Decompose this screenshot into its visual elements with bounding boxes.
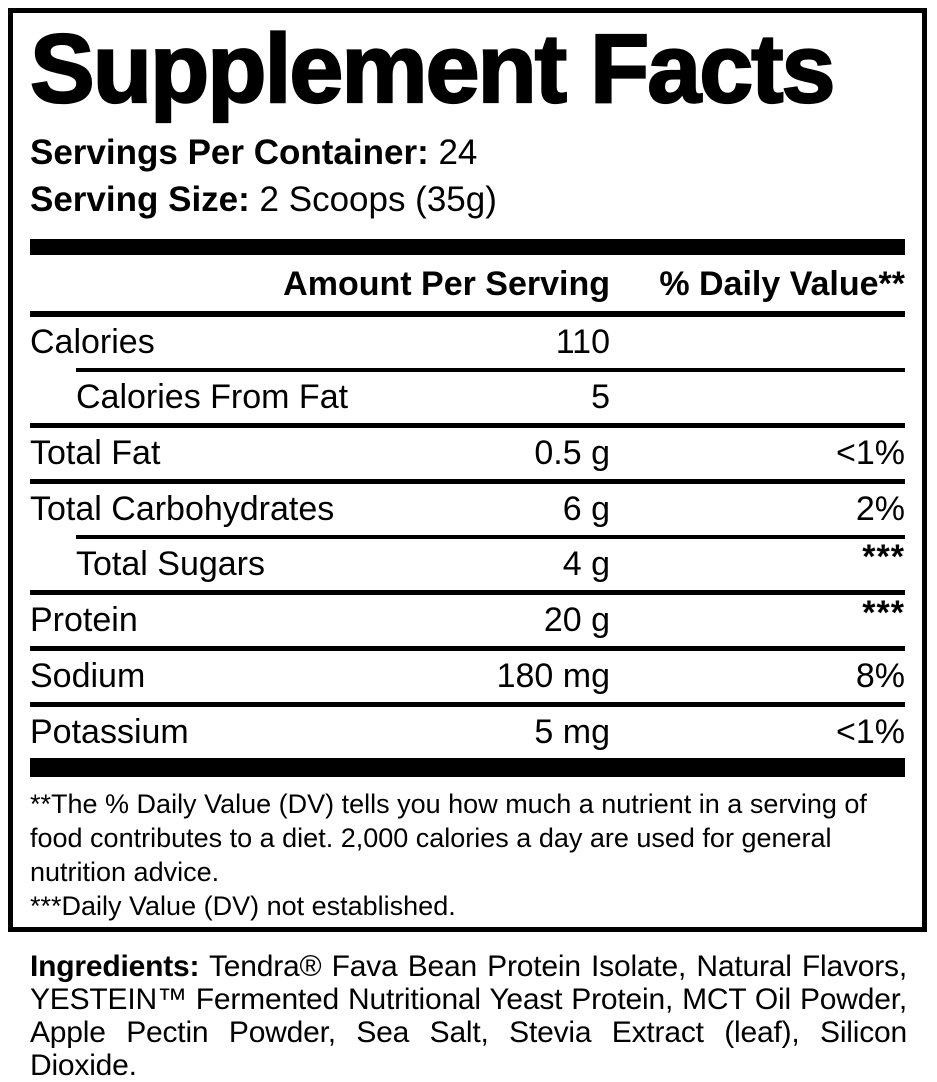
divider-bar-bottom xyxy=(30,758,905,777)
nutrient-amount: 180 mg xyxy=(496,657,610,696)
table-row-total-carbohydrates xyxy=(30,484,905,535)
nutrient-amount: 4 g xyxy=(562,545,610,584)
nutrient-name: Potassium xyxy=(30,713,189,752)
nutrient-daily-value: 8% xyxy=(855,657,905,696)
supplement-facts-panel xyxy=(8,8,927,932)
nutrient-daily-value xyxy=(625,317,905,368)
nutrient-daily-value: 2% xyxy=(855,490,905,529)
nutrient-amount: 20 g xyxy=(543,601,610,640)
serving-size-value: 2 Scoops (35g) xyxy=(259,180,497,220)
nutrient-daily-value: <1% xyxy=(836,713,905,752)
nutrient-name: Total Carbohydrates xyxy=(30,490,335,529)
nutrient-name: Calories xyxy=(30,323,155,362)
table-row-protein xyxy=(30,595,905,646)
divider-bar-top xyxy=(30,239,905,255)
servings-per-container-line xyxy=(30,129,905,176)
footnote xyxy=(30,787,905,923)
table-row-calories xyxy=(30,317,905,368)
nutrient-name: Protein xyxy=(30,601,138,640)
nutrient-daily-value: <1% xyxy=(836,434,905,473)
nutrient-amount: 5 xyxy=(591,378,610,417)
table-row-total-sugars xyxy=(30,539,905,590)
nutrient-name: Total Sugars xyxy=(76,545,265,584)
table-row-calories-from-fat xyxy=(30,372,905,423)
servings-per-container-value: 24 xyxy=(438,133,478,173)
serving-size-line xyxy=(30,176,905,223)
nutrient-amount: 6 g xyxy=(562,490,610,529)
footnote-not-established: ***Daily Value (DV) not established. xyxy=(30,891,456,922)
nutrient-daily-value: *** xyxy=(862,538,905,577)
table-row-total-fat xyxy=(30,428,905,479)
servings-per-container-label: Servings Per Container: xyxy=(30,133,429,173)
table-row-sodium xyxy=(30,651,905,702)
table-header-row xyxy=(30,255,905,311)
nutrient-amount: 5 mg xyxy=(534,713,610,752)
nutrient-name: Calories From Fat xyxy=(76,378,349,417)
column-header-daily-value: % Daily Value** xyxy=(659,265,905,304)
serving-size-label: Serving Size: xyxy=(30,180,250,220)
ingredients-text: Tendra® Fava Bean Protein Isolate, Natural Flavors, YESTEIN™ Fermented Nutritional Yeast Protein, MCT Oil Powder, Apple Pectin Powder, Sea Salt, Stevia Extract (leaf), Silicon Dioxide. xyxy=(30,950,907,1082)
nutrient-amount: 0.5 g xyxy=(534,434,610,473)
nutrient-name: Total Fat xyxy=(30,434,161,473)
column-header-amount-per-serving: Amount Per Serving xyxy=(283,265,610,304)
ingredients xyxy=(30,950,907,1082)
nutrient-name: Sodium xyxy=(30,657,146,696)
nutrient-amount: 110 xyxy=(555,323,610,362)
nutrient-daily-value xyxy=(625,372,905,423)
ingredients-label: Ingredients: xyxy=(30,950,200,983)
nutrient-daily-value: *** xyxy=(862,594,905,633)
table-row-potassium xyxy=(30,707,905,758)
page-title: Supplement Facts xyxy=(30,14,834,123)
footnote-daily-value: **The % Daily Value (DV) tells you how much a nutrient in a serving of food contributes to a diet. 2,000 calories a day are used for general nutrition advice. xyxy=(30,789,867,888)
serving-info xyxy=(30,129,905,223)
